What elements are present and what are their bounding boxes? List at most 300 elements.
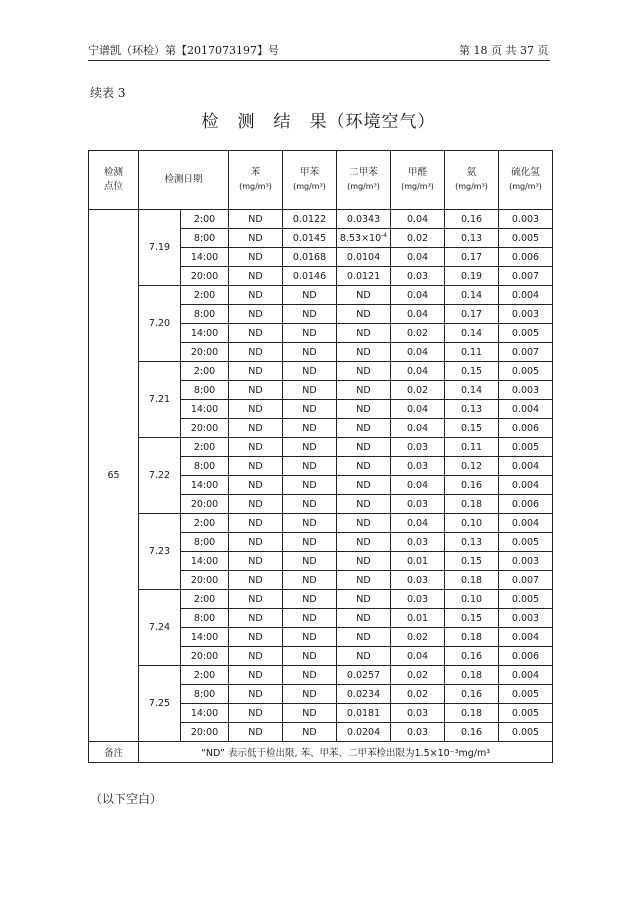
value-cell	[499, 229, 553, 248]
value-cell	[229, 324, 283, 343]
value-cell	[391, 343, 445, 362]
value-text: 0.15	[460, 422, 483, 434]
value-cell	[337, 381, 391, 400]
value-text: 0.01	[406, 612, 429, 624]
value-cell	[445, 571, 499, 590]
value-cell	[229, 267, 283, 286]
value-text: ND	[356, 517, 371, 529]
value-cell	[229, 381, 283, 400]
date-cell: 7.24	[139, 590, 181, 666]
time-cell: 2:00	[181, 362, 229, 381]
value-text: 0.003	[511, 555, 540, 567]
value-text: ND	[248, 384, 263, 396]
value-cell	[499, 305, 553, 324]
value-text: 0.0146	[292, 270, 327, 282]
value-cell	[499, 685, 553, 704]
time-cell: 8:00	[181, 533, 229, 552]
value-text: 0.18	[460, 707, 483, 719]
value-cell	[283, 381, 337, 400]
value-text: ND	[302, 327, 317, 339]
value-text: 0.005	[511, 232, 540, 244]
continued-label: 续表 3	[90, 86, 126, 100]
value-cell	[445, 495, 499, 514]
date-cell: 7.23	[139, 514, 181, 590]
value-cell	[499, 324, 553, 343]
value-text: ND	[302, 707, 317, 719]
value-text: ND	[248, 213, 263, 225]
value-text: 0.006	[511, 422, 540, 434]
time-cell: 20:00	[181, 343, 229, 362]
time-cell: 20:00	[181, 495, 229, 514]
value-text: 0.14	[460, 289, 483, 301]
value-cell	[445, 419, 499, 438]
value-text: 0.13	[460, 403, 483, 415]
value-cell	[499, 419, 553, 438]
time-cell: 2:00	[181, 514, 229, 533]
value-text: 0.004	[511, 517, 540, 529]
value-text: ND	[248, 422, 263, 434]
value-text: ND	[356, 650, 371, 662]
value-cell	[391, 457, 445, 476]
value-cell	[445, 324, 499, 343]
value-cell	[499, 514, 553, 533]
value-text: ND	[248, 403, 263, 415]
value-text: 0.03	[406, 270, 429, 282]
value-cell	[283, 533, 337, 552]
value-cell	[445, 438, 499, 457]
page-title: 检 测 结 果（环境空气）	[201, 112, 436, 132]
value-text: ND	[302, 612, 317, 624]
value-cell	[445, 609, 499, 628]
value-cell	[337, 229, 391, 248]
value-text: 0.04	[406, 403, 429, 415]
value-cell	[283, 571, 337, 590]
value-cell	[229, 571, 283, 590]
value-cell	[337, 514, 391, 533]
value-text: 0.18	[460, 574, 483, 586]
value-text: ND	[302, 669, 317, 681]
value-text: 0.0343	[346, 213, 381, 225]
date-cell: 7.21	[139, 362, 181, 438]
value-cell	[337, 571, 391, 590]
value-cell	[283, 685, 337, 704]
value-cell	[391, 495, 445, 514]
time-cell: 8:00	[181, 685, 229, 704]
time-cell: 14:00	[181, 324, 229, 343]
value-cell	[283, 362, 337, 381]
value-text: ND	[248, 346, 263, 358]
value-cell	[337, 647, 391, 666]
value-text: 0.03	[406, 707, 429, 719]
value-cell	[445, 590, 499, 609]
value-cell	[499, 476, 553, 495]
value-text: ND	[302, 403, 317, 415]
value-text: 0.16	[460, 479, 483, 491]
value-text: 0.02	[406, 631, 429, 643]
value-text: 0.03	[406, 460, 429, 472]
value-cell	[391, 571, 445, 590]
value-text: 0.10	[460, 593, 483, 605]
value-text: ND	[248, 327, 263, 339]
header-date: 检测日期	[139, 151, 229, 210]
value-cell	[499, 723, 553, 742]
value-cell	[445, 286, 499, 305]
value-cell	[499, 343, 553, 362]
remarks-label: 备注	[89, 742, 139, 763]
value-text: 0.02	[406, 688, 429, 700]
value-text: 0.005	[511, 536, 540, 548]
value-text: ND	[248, 251, 263, 263]
time-cell: 14:00	[181, 704, 229, 723]
value-text: 0.18	[460, 498, 483, 510]
date-cell: 7.20	[139, 286, 181, 362]
value-text: 0.0181	[346, 707, 381, 719]
value-cell	[229, 210, 283, 229]
value-text: 0.04	[406, 650, 429, 662]
value-cell	[391, 552, 445, 571]
value-cell	[499, 571, 553, 590]
value-text: 0.04	[406, 517, 429, 529]
time-cell: 20:00	[181, 419, 229, 438]
value-text: 0.0168	[292, 251, 327, 263]
value-text: ND	[356, 422, 371, 434]
value-text: ND	[248, 232, 263, 244]
remarks-text: “ND” 表示低于检出限, 苯、甲苯、二甲苯检出限为1.5×10⁻³mg/m³	[139, 742, 553, 763]
value-text: ND	[248, 631, 263, 643]
value-cell	[337, 628, 391, 647]
value-cell	[283, 248, 337, 267]
value-text: ND	[248, 707, 263, 719]
value-text: 0.004	[511, 631, 540, 643]
value-cell	[229, 438, 283, 457]
value-text: 0.003	[511, 384, 540, 396]
value-text: ND	[302, 726, 317, 738]
value-text: ND	[356, 441, 371, 453]
value-text: 0.19	[460, 270, 483, 282]
value-cell	[391, 381, 445, 400]
time-cell: 2:00	[181, 210, 229, 229]
value-cell	[229, 476, 283, 495]
value-text: 0.03	[406, 726, 429, 738]
value-cell	[445, 704, 499, 723]
value-text: 0.0121	[346, 270, 381, 282]
value-cell	[337, 324, 391, 343]
value-cell	[337, 343, 391, 362]
value-cell	[499, 286, 553, 305]
value-text: 0.004	[511, 669, 540, 681]
value-cell	[337, 362, 391, 381]
time-cell: 20:00	[181, 571, 229, 590]
value-cell	[391, 248, 445, 267]
value-cell	[283, 343, 337, 362]
value-cell	[445, 476, 499, 495]
value-text: ND	[302, 631, 317, 643]
value-cell	[337, 419, 391, 438]
value-cell	[283, 400, 337, 419]
value-text: ND	[248, 460, 263, 472]
time-cell: 8:00	[181, 457, 229, 476]
value-text: ND	[356, 384, 371, 396]
value-cell	[229, 628, 283, 647]
value-cell	[229, 590, 283, 609]
value-cell	[337, 438, 391, 457]
value-text: ND	[302, 365, 317, 377]
value-cell	[499, 438, 553, 457]
time-cell: 20:00	[181, 723, 229, 742]
value-text: 0.006	[511, 251, 540, 263]
value-cell	[337, 723, 391, 742]
value-text: ND	[302, 384, 317, 396]
value-text: 0.18	[460, 669, 483, 681]
value-text: ND	[248, 574, 263, 586]
value-cell	[499, 666, 553, 685]
time-cell: 14:00	[181, 628, 229, 647]
time-cell: 20:00	[181, 647, 229, 666]
value-cell	[499, 552, 553, 571]
page-info: 第 18 页 共 37 页	[459, 44, 549, 57]
value-text: 0.14	[460, 384, 483, 396]
value-cell	[283, 552, 337, 571]
value-cell	[283, 666, 337, 685]
value-cell	[499, 647, 553, 666]
value-text: 0.17	[460, 308, 483, 320]
value-text: 0.02	[406, 327, 429, 339]
value-text: ND	[302, 536, 317, 548]
value-cell	[445, 628, 499, 647]
value-cell	[229, 419, 283, 438]
time-cell: 14:00	[181, 248, 229, 267]
value-text: ND	[248, 479, 263, 491]
point-cell: 65	[89, 210, 139, 742]
results-table	[88, 150, 553, 763]
value-cell	[391, 514, 445, 533]
value-text: 0.0257	[346, 669, 381, 681]
value-cell	[499, 400, 553, 419]
value-cell	[391, 723, 445, 742]
value-text: 0.13	[460, 232, 483, 244]
value-text: 0.02	[406, 669, 429, 681]
value-text: 0.03	[406, 498, 429, 510]
value-text: ND	[302, 479, 317, 491]
value-cell	[445, 229, 499, 248]
value-text: 0.003	[511, 612, 540, 624]
value-cell	[391, 362, 445, 381]
value-text: 0.007	[511, 270, 540, 282]
value-text: 0.17	[460, 251, 483, 263]
value-cell	[391, 628, 445, 647]
value-cell	[391, 305, 445, 324]
value-text: 0.16	[460, 213, 483, 225]
value-cell	[391, 400, 445, 419]
value-cell	[391, 704, 445, 723]
value-cell	[283, 476, 337, 495]
footer-note: （以下空白）	[90, 792, 163, 806]
value-text: ND	[302, 498, 317, 510]
table-row	[89, 666, 553, 685]
value-text: ND	[302, 574, 317, 586]
table-header-row	[89, 151, 553, 210]
value-text: ND	[356, 289, 371, 301]
value-cell	[229, 343, 283, 362]
value-text: ND	[356, 403, 371, 415]
value-text: ND	[302, 688, 317, 700]
value-cell	[391, 438, 445, 457]
value-cell	[283, 457, 337, 476]
date-cell: 7.25	[139, 666, 181, 742]
value-text: ND	[356, 365, 371, 377]
value-text: 0.04	[406, 289, 429, 301]
value-cell	[229, 552, 283, 571]
value-cell	[445, 210, 499, 229]
value-text: 0.03	[406, 574, 429, 586]
table-row	[89, 286, 553, 305]
value-cell	[229, 495, 283, 514]
header-point: 检测 点位	[89, 151, 139, 210]
value-cell	[445, 666, 499, 685]
value-cell	[337, 609, 391, 628]
value-cell	[499, 267, 553, 286]
time-cell: 8:00	[181, 229, 229, 248]
value-text: 0.02	[406, 232, 429, 244]
value-text: ND	[356, 327, 371, 339]
value-text: ND	[248, 650, 263, 662]
value-text: 0.04	[406, 479, 429, 491]
time-cell: 2:00	[181, 590, 229, 609]
value-cell	[337, 248, 391, 267]
value-cell	[229, 609, 283, 628]
value-cell	[337, 457, 391, 476]
value-text: ND	[356, 479, 371, 491]
value-text: ND	[248, 270, 263, 282]
value-cell	[229, 400, 283, 419]
value-cell	[283, 514, 337, 533]
value-text: ND	[302, 289, 317, 301]
value-text: ND	[356, 308, 371, 320]
value-text: 0.04	[406, 251, 429, 263]
value-text: 0.0104	[346, 251, 381, 263]
value-cell	[445, 457, 499, 476]
value-text: 0.0122	[292, 213, 327, 225]
value-text: ND	[302, 441, 317, 453]
value-cell	[229, 362, 283, 381]
value-text: 0.03	[406, 441, 429, 453]
header-pollutant: 甲醛 (mg/m³)	[391, 151, 445, 210]
value-text: 0.04	[406, 308, 429, 320]
time-cell: 2:00	[181, 666, 229, 685]
value-text: 0.007	[511, 574, 540, 586]
value-text: 0.0234	[346, 688, 381, 700]
value-text: ND	[248, 536, 263, 548]
value-cell	[445, 343, 499, 362]
value-cell	[391, 647, 445, 666]
header-pollutant: 二甲苯 (mg/m³)	[337, 151, 391, 210]
value-cell	[337, 704, 391, 723]
value-cell	[283, 628, 337, 647]
value-text: 0.006	[511, 650, 540, 662]
header-divider	[88, 60, 550, 61]
report-number: 宁谱凯（环检）第【2017073197】号	[88, 44, 279, 57]
value-text: ND	[356, 631, 371, 643]
value-cell	[499, 210, 553, 229]
value-cell	[445, 400, 499, 419]
value-text: 0.11	[460, 346, 483, 358]
value-cell	[283, 609, 337, 628]
value-text: ND	[302, 593, 317, 605]
value-text: 0.005	[511, 365, 540, 377]
header-pollutant: 硫化氢 (mg/m³)	[499, 151, 553, 210]
value-text: ND	[248, 498, 263, 510]
value-cell	[445, 514, 499, 533]
time-cell: 14:00	[181, 476, 229, 495]
value-cell	[337, 476, 391, 495]
value-text: 0.0145	[292, 232, 327, 244]
value-text: 0.10	[460, 517, 483, 529]
value-text: 0.15	[460, 612, 483, 624]
time-cell: 14:00	[181, 552, 229, 571]
value-text: 0.004	[511, 403, 540, 415]
table-row	[89, 210, 553, 229]
value-cell	[337, 210, 391, 229]
value-text: ND	[356, 346, 371, 358]
value-cell	[445, 362, 499, 381]
value-text: 0.004	[511, 460, 540, 472]
value-cell	[283, 495, 337, 514]
value-cell	[445, 552, 499, 571]
value-cell	[283, 723, 337, 742]
value-cell	[499, 628, 553, 647]
value-cell	[337, 590, 391, 609]
value-cell	[229, 647, 283, 666]
value-text: 0.15	[460, 365, 483, 377]
value-cell	[337, 286, 391, 305]
value-text: ND	[248, 441, 263, 453]
value-cell	[391, 590, 445, 609]
value-cell	[391, 609, 445, 628]
value-text: 0.006	[511, 498, 540, 510]
value-text: 0.004	[511, 479, 540, 491]
value-text: 0.15	[460, 555, 483, 567]
value-cell	[445, 305, 499, 324]
value-cell	[229, 685, 283, 704]
value-cell	[337, 666, 391, 685]
value-cell	[445, 647, 499, 666]
value-text: ND	[248, 289, 263, 301]
value-text: ND	[248, 308, 263, 320]
value-text: 0.16	[460, 688, 483, 700]
value-text: 0.04	[406, 213, 429, 225]
value-text: 0.003	[511, 213, 540, 225]
value-text: 0.18	[460, 631, 483, 643]
value-cell	[229, 533, 283, 552]
header-pollutant: 甲苯 (mg/m³)	[283, 151, 337, 210]
value-cell	[283, 590, 337, 609]
value-text: 0.004	[511, 289, 540, 301]
time-cell: 8:00	[181, 381, 229, 400]
value-cell	[391, 666, 445, 685]
value-text: 0.005	[511, 441, 540, 453]
value-cell	[229, 229, 283, 248]
value-text: ND	[356, 612, 371, 624]
value-cell	[283, 704, 337, 723]
value-text: ND	[302, 346, 317, 358]
value-text: ND	[356, 498, 371, 510]
value-cell	[283, 305, 337, 324]
table-row	[89, 362, 553, 381]
value-text: 0.03	[406, 536, 429, 548]
value-cell	[499, 495, 553, 514]
value-cell	[337, 533, 391, 552]
value-cell	[337, 400, 391, 419]
